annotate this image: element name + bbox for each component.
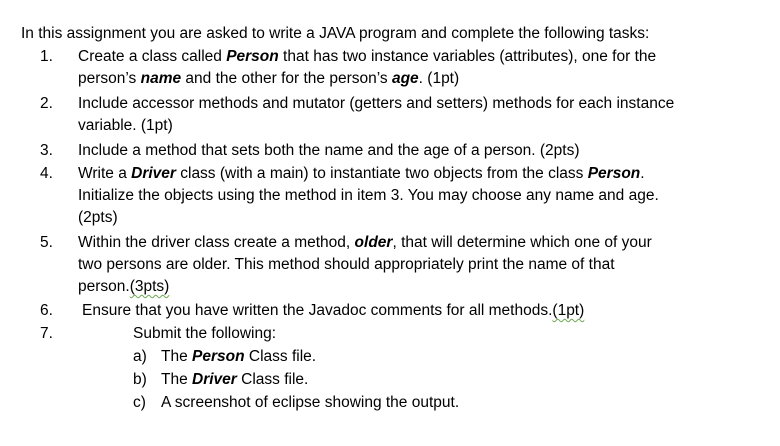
text-run: Class file. bbox=[244, 348, 317, 365]
item-line bbox=[78, 163, 738, 185]
item-line: (2pts) bbox=[78, 209, 118, 226]
text-run: , that will determine which one of your bbox=[392, 234, 652, 251]
item-line bbox=[78, 68, 738, 90]
text-run: The bbox=[161, 371, 193, 388]
emphasis-person: Person bbox=[226, 48, 279, 65]
item-body bbox=[78, 163, 738, 229]
intro-text: In this assignment you are asked to write a JAVA program and complete the following tasks: bbox=[21, 25, 650, 42]
sub-item-letter: c) bbox=[133, 394, 146, 411]
text-run: . (1pt) bbox=[418, 70, 460, 87]
item-line: two persons are older. This method should appropriately print the name of that bbox=[78, 256, 615, 273]
item-body bbox=[78, 93, 738, 137]
text-run: . bbox=[640, 165, 645, 182]
sub-list-item-c bbox=[133, 392, 459, 414]
text-run: Ensure that you have written the Javadoc comments for all methods. bbox=[82, 302, 553, 319]
emphasis-age: age bbox=[391, 70, 419, 87]
text-run: person. bbox=[78, 278, 130, 295]
item-line: variable. (1pt) bbox=[78, 117, 173, 134]
sub-item-letter: b) bbox=[133, 371, 147, 388]
emphasis-older: older bbox=[354, 234, 393, 251]
text-run: Create a class called bbox=[78, 48, 227, 65]
text-run: A screenshot of eclipse showing the output. bbox=[161, 394, 460, 411]
text-run: class (with a main) to instantiate two objects from the class bbox=[175, 165, 588, 182]
text-run: Class file. bbox=[236, 371, 309, 388]
item-number: 3. bbox=[40, 142, 53, 159]
text-run: Within the driver class create a method, bbox=[78, 234, 355, 251]
item-line: Submit the following: bbox=[133, 325, 277, 342]
item-number: 1. bbox=[40, 48, 53, 65]
item-line: Include a method that sets both the name and the age of a person. (2pts) bbox=[78, 142, 580, 159]
item-body bbox=[133, 323, 780, 345]
emphasis-person: Person bbox=[192, 348, 245, 365]
item-line bbox=[78, 232, 738, 254]
sub-list-item-b bbox=[133, 369, 308, 391]
item-number: 2. bbox=[40, 95, 53, 112]
item-number: 4. bbox=[40, 165, 53, 182]
text-run: Write a bbox=[78, 165, 132, 182]
emphasis-person: Person bbox=[587, 165, 641, 182]
sub-list-item-a bbox=[133, 346, 316, 368]
sub-item-letter: a) bbox=[133, 348, 147, 365]
item-line: Include accessor methods and mutator (getters and setters) methods for each instance bbox=[78, 95, 675, 112]
item-body bbox=[78, 46, 738, 90]
emphasis-driver: Driver bbox=[192, 371, 237, 388]
text-run: and the other for the person’s bbox=[181, 70, 392, 87]
item-number: 6. bbox=[40, 302, 53, 319]
spellcheck-flagged-text: (3pts) bbox=[129, 278, 170, 295]
emphasis-name: name bbox=[140, 70, 182, 87]
item-body bbox=[78, 140, 738, 162]
emphasis-driver: Driver bbox=[131, 165, 176, 182]
text-run: person’s bbox=[78, 70, 141, 87]
text-run: that has two instance variables (attributes), one for the bbox=[278, 48, 657, 65]
spellcheck-flagged-text: (1pt) bbox=[552, 302, 585, 319]
item-number: 5. bbox=[40, 234, 53, 251]
item-line bbox=[82, 300, 742, 322]
item-line bbox=[78, 276, 738, 298]
item-line bbox=[78, 46, 738, 68]
item-number: 7. bbox=[40, 325, 53, 342]
item-line: Initialize the objects using the method in item 3. You may choose any name and age. bbox=[78, 187, 659, 204]
item-body bbox=[78, 232, 738, 298]
text-run: The bbox=[161, 348, 193, 365]
item-body bbox=[82, 300, 742, 322]
